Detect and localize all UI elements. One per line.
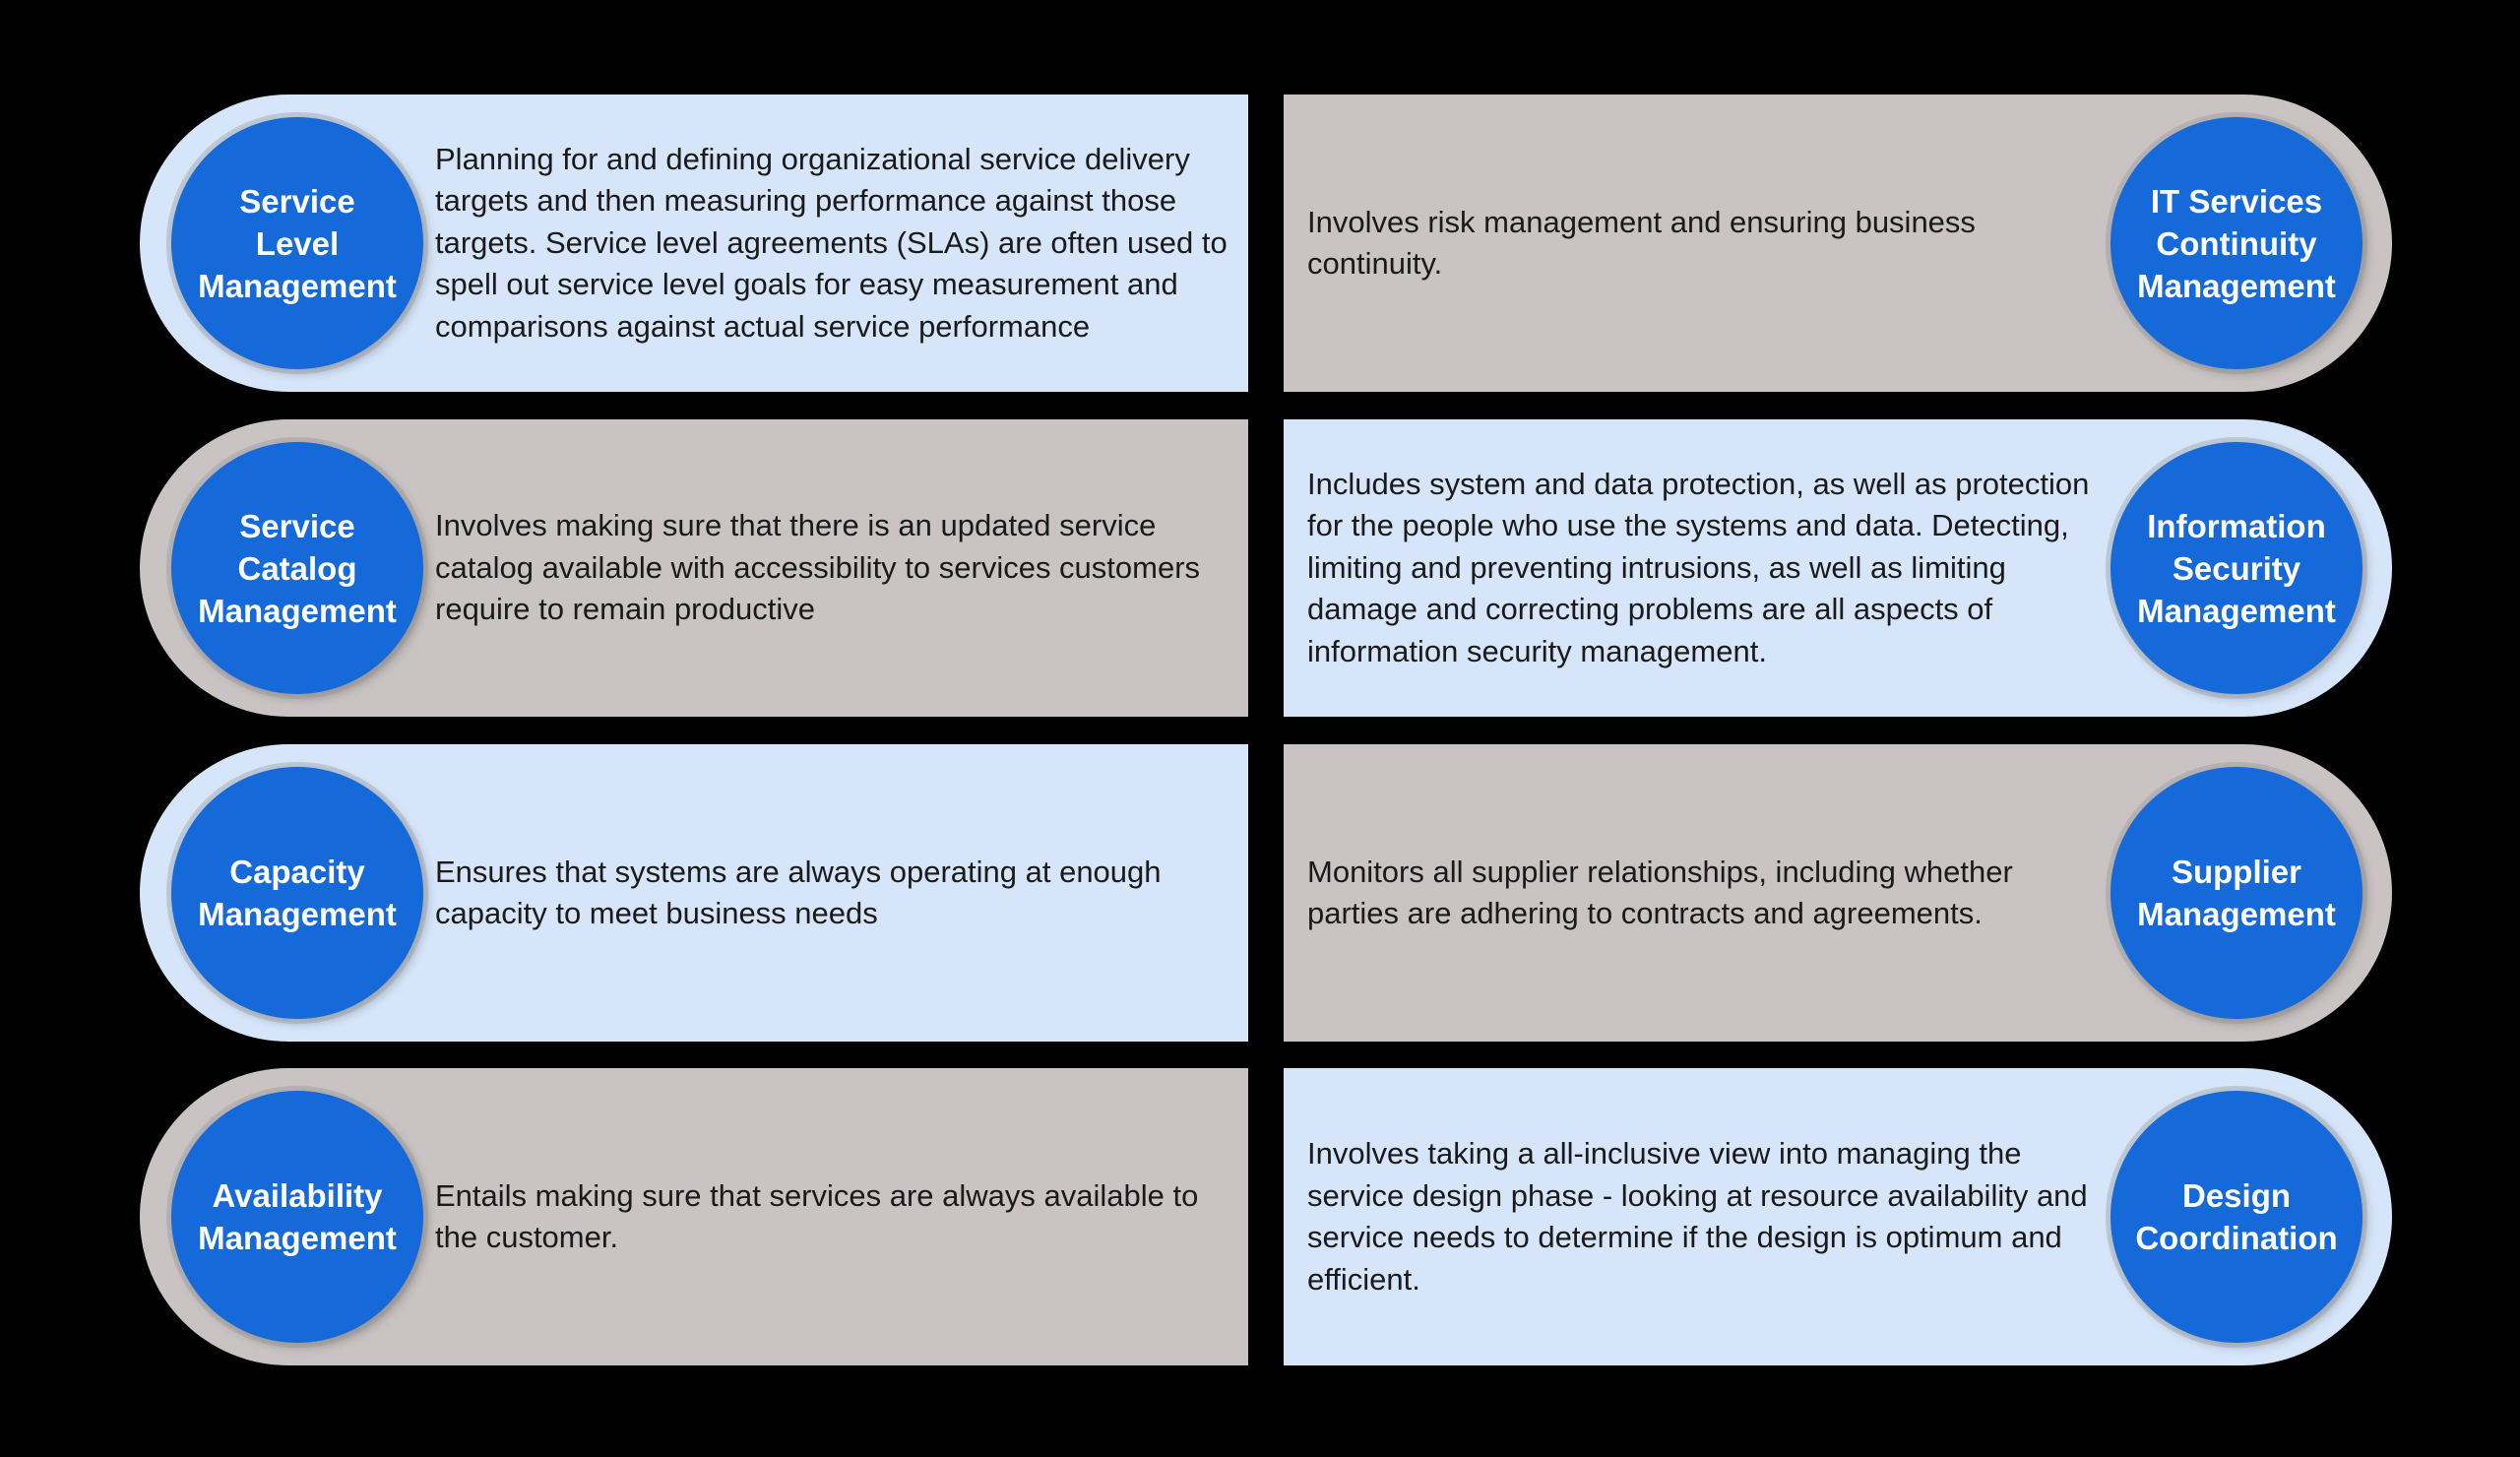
card-availability-management — [140, 1068, 1248, 1365]
card-description — [1307, 419, 2095, 717]
card-description — [435, 95, 1234, 392]
card-title-circle: Service Catalog Management — [171, 442, 423, 694]
card-description — [1307, 95, 2095, 392]
card-description-text: Involves risk management and ensuring business continuity. — [1307, 204, 1976, 281]
card-service-level-management — [140, 95, 1248, 392]
card-design-coordination — [1284, 1068, 2392, 1365]
card-information-security-management — [1284, 419, 2392, 717]
card-description-text: Ensures that systems are always operating at enough capacity to meet business needs — [435, 854, 1162, 930]
card-description — [1307, 744, 2095, 1042]
card-title-circle: Service Level Management — [171, 117, 423, 369]
card-description — [435, 1068, 1234, 1365]
card-title-circle: IT Services Continuity Management — [2110, 117, 2362, 369]
card-description-text: Entails making sure that services are always available to the customer. — [435, 1177, 1199, 1254]
card-description-text: Involves taking a all-inclusive view into managing the service design phase - looking at resource availability and service needs to determine if the design is optimum and efficient. — [1307, 1136, 2088, 1297]
card-it-services-continuity-management — [1284, 95, 2392, 392]
card-description-text: Monitors all supplier relationships, including whether parties are adhering to contracts and agreements. — [1307, 854, 2013, 930]
card-title-circle: Design Coordination — [2110, 1091, 2362, 1343]
card-title-circle: Information Security Management — [2110, 442, 2362, 694]
card-description — [1307, 1068, 2095, 1365]
card-description-text: Involves making sure that there is an updated service catalog available with accessibility to services customers require to remain productive — [435, 508, 1201, 627]
card-title-circle: Capacity Management — [171, 767, 423, 1019]
card-capacity-management — [140, 744, 1248, 1042]
card-supplier-management — [1284, 744, 2392, 1042]
card-service-catalog-management — [140, 419, 1248, 717]
card-title-circle: Availability Management — [171, 1091, 423, 1343]
card-description-text: Planning for and defining organizational service delivery targets and then measuring performance against those targets. Service level agreements (SLAs) are often used to spell out service level goals for easy measurement and comparisons against actual service performance — [435, 141, 1228, 344]
card-description-text: Includes system and data protection, as well as protection for the people who use the systems and data. Detecting, limiting and preventing intrusions, as well as limiting damage and correcting problems are all aspects of information security management. — [1307, 466, 2090, 668]
card-title-circle: Supplier Management — [2110, 767, 2362, 1019]
card-description — [435, 419, 1234, 717]
card-description — [435, 744, 1234, 1042]
